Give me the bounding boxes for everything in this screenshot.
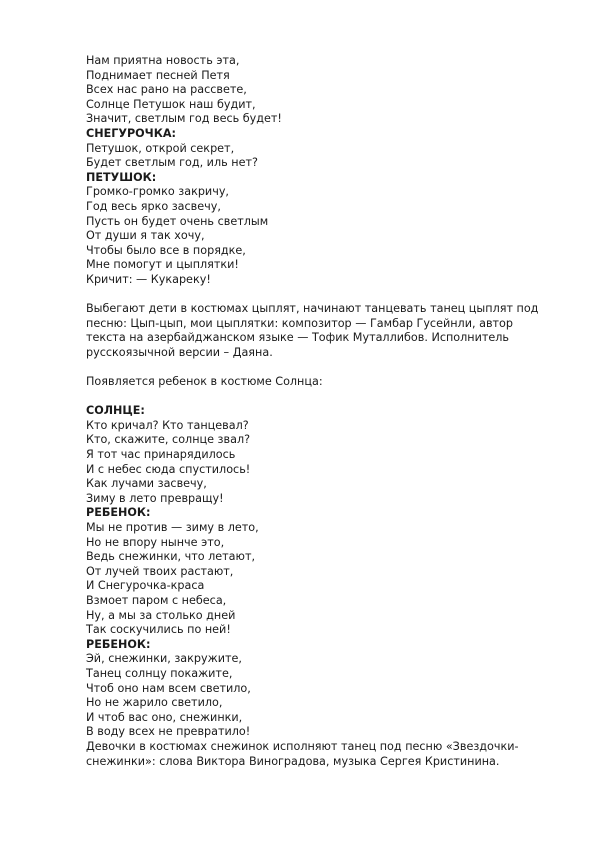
stage-direction-chicks: Выбегают дети в костюмах цыплят, начинают танцевать танец цыплят под песню: Цып-цып, мои цыплятки: композитор — Гамбар Гусейнли, автор текста на азербайджанском языке — Тофик Муталлибов. Исполнитель русскоязычной версии – Даяна. <box>86 302 539 359</box>
verse-line: И чтоб вас оно, снежинки, <box>86 710 243 724</box>
verse-line: Кто, скажите, солнце звал? <box>86 433 251 447</box>
verse-line: Но не впору нынче это, <box>86 535 225 549</box>
verse-line: Кричит: — Кукареку! <box>86 272 211 286</box>
verse-line: Петушок, открой секрет, <box>86 141 235 155</box>
paragraph-gap <box>86 390 546 405</box>
verse-line: Чтобы было все в порядке, <box>86 243 246 257</box>
verse-line: Мне помогут и цыплятки! <box>86 258 239 272</box>
verse-line: Всех нас рано на рассвете, <box>86 83 247 97</box>
verse-line: Значит, светлым год весь будет! <box>86 112 282 126</box>
verse-line: Как лучами засвечу, <box>86 477 207 491</box>
verse-line: Я тот час принарядилось <box>86 448 236 462</box>
speaker-heading-solntse: СОЛНЦЕ: <box>86 404 145 418</box>
paragraph-gap <box>86 288 546 303</box>
verse-line: Мы не против — зиму в лето, <box>86 521 259 534</box>
verse-line: Так соскучились по ней! <box>86 623 231 637</box>
verse-line: Но не жарило светило, <box>86 696 223 710</box>
verse-block-3 <box>86 185 546 287</box>
speaker-heading-snegurochka: СНЕГУРОЧКА: <box>86 126 176 140</box>
paragraph-gap <box>86 360 546 375</box>
verse-line: Кто кричал? Кто танцевал? <box>86 418 249 432</box>
verse-line: Чтоб оно нам всем светило, <box>86 681 251 695</box>
verse-line: Эй, снежинки, закружите, <box>86 652 242 666</box>
verse-line: От души я так хочу, <box>86 229 205 243</box>
document-page <box>86 54 546 769</box>
stage-direction-snowflakes: Девочки в костюмах снежинок исполняют танец под песню «Звездочки-снежинки»: слова Виктора Виноградова, музыка Сергея Кристинина. <box>86 739 519 768</box>
stage-direction-sun: Появляется ребенок в костюме Солнца: <box>86 375 323 389</box>
verse-line: Зиму в лето превращу! <box>86 491 224 505</box>
verse-line: Поднимает песней Петя <box>86 68 230 82</box>
verse-block-1 <box>86 54 546 127</box>
speaker-heading-petushok: ПЕТУШОК: <box>86 170 157 184</box>
verse-line: Громко-громко закричу, <box>86 185 229 199</box>
verse-line: Нам приятна новость эта, <box>86 54 240 67</box>
verse-line: И Снегурочка-краса <box>86 579 205 593</box>
verse-line: Будет светлым год, иль нет? <box>86 156 258 170</box>
verse-line: От лучей твоих растают, <box>86 564 234 578</box>
verse-block-2 <box>86 142 546 171</box>
verse-line: Год весь ярко засвечу, <box>86 199 221 213</box>
verse-block-6 <box>86 652 546 740</box>
verse-line: В воду всех не превратило! <box>86 725 251 739</box>
verse-line: Пусть он будет очень светлым <box>86 214 269 228</box>
verse-line: Танец солнцу покажите, <box>86 666 233 680</box>
speaker-heading-rebenok-1: РЕБЕНОК: <box>86 506 151 520</box>
speaker-heading-rebenok-2: РЕБЕНОК: <box>86 637 151 651</box>
verse-line: Ведь снежинки, что летают, <box>86 550 256 564</box>
verse-block-5 <box>86 521 546 638</box>
verse-line: И с небес сюда спустилось! <box>86 462 251 476</box>
verse-line: Солнце Петушок наш будит, <box>86 97 256 111</box>
verse-block-4 <box>86 419 546 507</box>
verse-line: Ну, а мы за столько дней <box>86 608 236 622</box>
verse-line: Взмоет паром с небеса, <box>86 593 227 607</box>
